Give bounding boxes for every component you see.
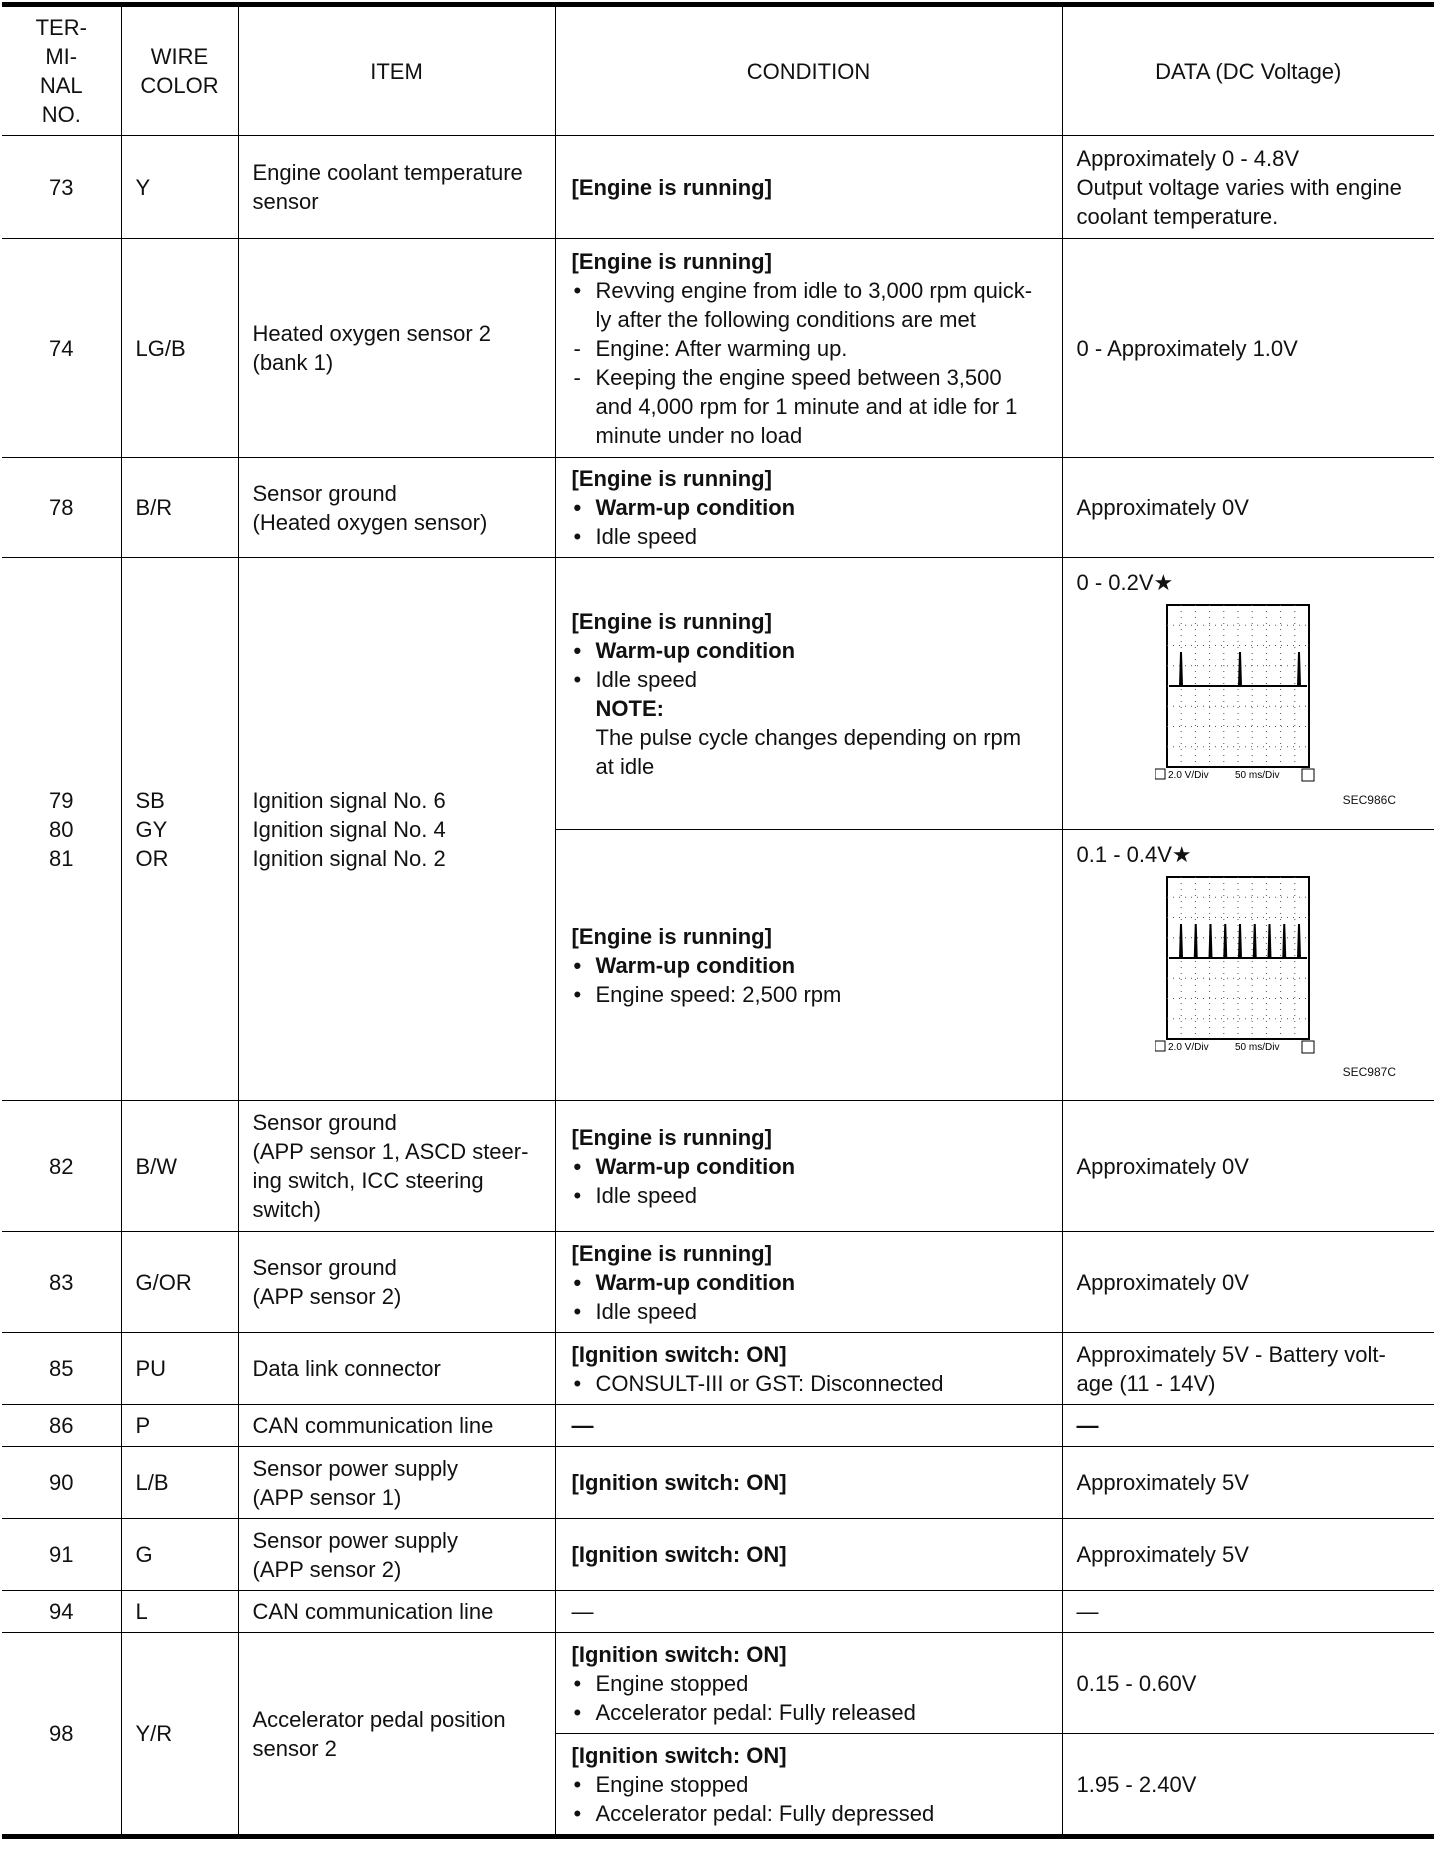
voltage-range: 0 - 0.2V bbox=[1076, 570, 1154, 595]
header-item: ITEM bbox=[238, 7, 555, 136]
bullet-mark: • bbox=[573, 1269, 582, 1295]
terminal-line: 80 bbox=[49, 816, 74, 842]
condition-text: Revving engine from idle to 3,000 rpm quick- bbox=[595, 277, 1033, 303]
data-line: Approximately 5V bbox=[1076, 1470, 1249, 1495]
condition-text: Engine stopped bbox=[595, 1771, 749, 1797]
condition-text: Idle speed bbox=[595, 524, 698, 549]
condition: — bbox=[555, 1405, 1062, 1447]
header-terminal-line: TER- bbox=[35, 15, 87, 40]
bullet-mark: • bbox=[573, 1370, 582, 1396]
condition-item bbox=[572, 1268, 1054, 1297]
data-value bbox=[1062, 136, 1434, 239]
bullet-mark: • bbox=[573, 1298, 582, 1324]
item bbox=[238, 458, 555, 558]
wire-line: OR bbox=[135, 845, 169, 871]
data-value bbox=[1062, 1447, 1434, 1519]
wire-color: L bbox=[121, 1591, 238, 1633]
header-row bbox=[2, 7, 1434, 136]
item bbox=[238, 239, 555, 458]
data-line: Approximately 0V bbox=[1076, 495, 1249, 520]
terminal-no: 90 bbox=[2, 1447, 121, 1519]
condition-item bbox=[572, 951, 1054, 980]
table-row bbox=[2, 558, 1434, 830]
condition-item bbox=[572, 493, 1054, 522]
condition bbox=[555, 558, 1062, 830]
wire-color: P bbox=[121, 1405, 238, 1447]
data-value bbox=[1062, 1101, 1434, 1232]
condition bbox=[555, 830, 1062, 1101]
note-text: The pulse cycle changes depending on rpm bbox=[595, 724, 1022, 750]
voltage-range: 0.1 - 0.4V bbox=[1076, 842, 1172, 867]
item-line: Ignition signal No. 2 bbox=[252, 845, 446, 871]
condition-text: and 4,000 rpm for 1 minute and at idle for 1 bbox=[595, 393, 1018, 419]
item-line: CAN communication line bbox=[252, 1599, 494, 1624]
item-line: Ignition signal No. 4 bbox=[252, 816, 446, 842]
terminal-no: 73 bbox=[2, 136, 121, 239]
dash-mark: - bbox=[573, 364, 581, 390]
item-line: (bank 1) bbox=[252, 350, 334, 375]
table-row bbox=[2, 1232, 1434, 1333]
condition-text: CONSULT-III or GST: Disconnected bbox=[595, 1370, 944, 1396]
wire-color: PU bbox=[121, 1333, 238, 1405]
table-row bbox=[2, 1405, 1434, 1447]
header-terminal-line: MI- bbox=[45, 44, 78, 69]
item-line: Sensor ground bbox=[252, 1110, 397, 1135]
table-row bbox=[2, 1633, 1434, 1734]
condition-item bbox=[572, 363, 1054, 392]
item-line: Sensor power supply bbox=[252, 1527, 458, 1553]
data-value: — bbox=[1062, 1591, 1434, 1633]
condition bbox=[555, 1633, 1062, 1734]
item-line: sensor bbox=[252, 189, 319, 214]
scope-volts-label: 2.0 V/Div bbox=[1167, 770, 1209, 781]
scope-time-label: 50 ms/Div bbox=[1234, 770, 1279, 781]
condition-text: ly after the following conditions are met bbox=[595, 306, 976, 332]
data-value bbox=[1062, 1519, 1434, 1591]
wire-color: Y/R bbox=[121, 1633, 238, 1835]
data-value bbox=[1062, 458, 1434, 558]
condition-text: Engine speed: 2,500 rpm bbox=[595, 981, 842, 1007]
bottom-rule bbox=[2, 1835, 1434, 1839]
condition bbox=[555, 1333, 1062, 1405]
condition-text: Warm-up condition bbox=[595, 495, 796, 520]
condition-item bbox=[572, 1369, 1054, 1398]
dash-mark: - bbox=[573, 335, 581, 361]
terminal-line: 79 bbox=[49, 787, 74, 813]
data-line: Output voltage varies with engine bbox=[1076, 174, 1402, 200]
condition bbox=[555, 1232, 1062, 1333]
condition-text: Warm-up condition bbox=[595, 1269, 796, 1295]
wire-color: Y bbox=[121, 136, 238, 239]
condition bbox=[555, 1447, 1062, 1519]
condition bbox=[555, 1734, 1062, 1835]
bullet-mark: • bbox=[573, 981, 582, 1007]
condition-title: [Ignition switch: ON] bbox=[571, 1742, 787, 1768]
bullet-mark: • bbox=[573, 637, 582, 663]
data-value: 1.95 - 2.40V bbox=[1062, 1734, 1434, 1835]
table-row bbox=[2, 1101, 1434, 1232]
item bbox=[238, 1591, 555, 1633]
data-value: 0.15 - 0.60V bbox=[1062, 1633, 1434, 1734]
item-line: CAN communication line bbox=[252, 1413, 494, 1438]
item bbox=[238, 1101, 555, 1232]
data-line: Approximately 0V bbox=[1076, 1153, 1249, 1179]
header-terminal-no bbox=[2, 7, 121, 136]
condition-text: Engine stopped bbox=[595, 1670, 749, 1696]
note-label: NOTE: bbox=[595, 695, 664, 721]
header-wire-line: COLOR bbox=[140, 73, 219, 98]
item bbox=[238, 1633, 555, 1835]
condition-title: [Engine is running] bbox=[571, 1124, 772, 1150]
item-line: Heated oxygen sensor 2 bbox=[252, 321, 491, 346]
terminal-no: 98 bbox=[2, 1633, 121, 1835]
condition: — bbox=[555, 1591, 1062, 1633]
table-row bbox=[2, 458, 1434, 558]
table-row bbox=[2, 136, 1434, 239]
wire-line: SB bbox=[135, 787, 165, 813]
terminal-no: 91 bbox=[2, 1519, 121, 1591]
scope-marker-icon bbox=[1155, 769, 1165, 779]
item-line: sensor 2 bbox=[252, 1735, 337, 1761]
wire-color: L/B bbox=[121, 1447, 238, 1519]
condition-text: Accelerator pedal: Fully released bbox=[595, 1699, 916, 1725]
data-line: Approximately 0 - 4.8V bbox=[1076, 145, 1300, 171]
item bbox=[238, 1447, 555, 1519]
header-data: DATA (DC Voltage) bbox=[1062, 7, 1434, 136]
item-line: Sensor power supply bbox=[252, 1455, 458, 1481]
item-line: (APP sensor 2) bbox=[252, 1284, 402, 1309]
item bbox=[238, 136, 555, 239]
condition-item bbox=[572, 1669, 1054, 1698]
condition-text: Warm-up condition bbox=[595, 637, 796, 663]
condition-item bbox=[572, 665, 1054, 694]
condition-item bbox=[572, 636, 1054, 665]
condition bbox=[555, 1519, 1062, 1591]
terminal-no: 74 bbox=[2, 239, 121, 458]
condition bbox=[555, 136, 1062, 239]
condition-text: Idle speed bbox=[595, 1298, 698, 1324]
table-row bbox=[2, 1519, 1434, 1591]
wire-color: B/R bbox=[121, 458, 238, 558]
condition-text: minute under no load bbox=[595, 422, 803, 448]
condition bbox=[555, 239, 1062, 458]
oscilloscope-waveform bbox=[1155, 603, 1315, 785]
condition-item bbox=[572, 1770, 1054, 1799]
note-text: at idle bbox=[595, 753, 655, 779]
figure-id: SEC986C bbox=[1342, 793, 1396, 807]
condition-item bbox=[572, 334, 1054, 363]
terminal-no: 78 bbox=[2, 458, 121, 558]
table-row bbox=[2, 1591, 1434, 1633]
table-row bbox=[2, 239, 1434, 458]
scope-corner-box bbox=[1302, 769, 1314, 781]
table-row bbox=[2, 1333, 1434, 1405]
header-terminal-line: NO. bbox=[41, 102, 81, 127]
wire-color: G/OR bbox=[121, 1232, 238, 1333]
item bbox=[238, 1519, 555, 1591]
condition-title: [Engine is running] bbox=[571, 923, 772, 949]
condition-title: [Engine is running] bbox=[571, 248, 772, 274]
oscilloscope-waveform bbox=[1155, 875, 1315, 1057]
bullet-mark: • bbox=[573, 1153, 582, 1179]
data-value: — bbox=[1062, 1405, 1434, 1447]
condition bbox=[555, 1101, 1062, 1232]
condition bbox=[555, 458, 1062, 558]
data-value bbox=[1062, 239, 1434, 458]
ecm-terminal-table bbox=[2, 6, 1434, 1835]
condition-text: Idle speed bbox=[595, 1182, 698, 1208]
terminal-no: 85 bbox=[2, 1333, 121, 1405]
item-line: ing switch, ICC steering bbox=[252, 1168, 484, 1193]
condition-item bbox=[572, 1297, 1054, 1326]
item-line: (APP sensor 2) bbox=[252, 1556, 402, 1582]
condition-title: [Engine is running] bbox=[571, 466, 772, 491]
condition-text: Accelerator pedal: Fully depressed bbox=[595, 1800, 935, 1826]
condition-title: [Ignition switch: ON] bbox=[571, 1341, 787, 1367]
bullet-mark: • bbox=[573, 1670, 582, 1696]
figure-id: SEC987C bbox=[1342, 1065, 1396, 1079]
star-icon: ★ bbox=[1153, 570, 1174, 595]
bullet-mark: • bbox=[573, 952, 582, 978]
data-line bbox=[1077, 840, 1427, 869]
header-wire-line: WIRE bbox=[150, 44, 209, 69]
wire-color bbox=[121, 558, 238, 1101]
data-line: coolant temperature. bbox=[1076, 203, 1279, 229]
header-condition: CONDITION bbox=[555, 7, 1062, 136]
item-line: (APP sensor 1, ASCD steer- bbox=[252, 1139, 529, 1164]
bullet-mark: • bbox=[573, 1182, 582, 1208]
item-line: Sensor ground bbox=[252, 480, 397, 506]
data-line bbox=[1077, 568, 1427, 597]
wire-line: GY bbox=[135, 816, 168, 842]
item-line: Accelerator pedal position bbox=[252, 1706, 506, 1732]
condition-item bbox=[572, 1181, 1054, 1210]
bullet-mark: • bbox=[573, 524, 582, 549]
data-value bbox=[1062, 830, 1434, 1101]
item bbox=[238, 558, 555, 1101]
condition-text: Idle speed bbox=[595, 666, 698, 692]
data-line: Approximately 0V bbox=[1076, 1269, 1249, 1295]
condition-text: Warm-up condition bbox=[595, 1153, 796, 1179]
data-value bbox=[1062, 1232, 1434, 1333]
terminal-no bbox=[2, 558, 121, 1101]
condition-text: Engine: After warming up. bbox=[595, 335, 848, 361]
item-line: Engine coolant temperature bbox=[252, 160, 523, 185]
condition-text: Keeping the engine speed between 3,500 bbox=[595, 364, 1002, 390]
condition-item bbox=[572, 980, 1054, 1009]
condition-title: [Engine is running] bbox=[571, 174, 772, 200]
wire-color: G bbox=[121, 1519, 238, 1591]
condition-item bbox=[572, 1698, 1054, 1727]
condition-item bbox=[572, 276, 1054, 305]
scope-volts-label: 2.0 V/Div bbox=[1167, 1042, 1209, 1053]
condition-item bbox=[572, 522, 1054, 551]
condition-title: [Ignition switch: ON] bbox=[571, 1470, 787, 1495]
item bbox=[238, 1405, 555, 1447]
condition-title: [Ignition switch: ON] bbox=[571, 1542, 787, 1567]
scope-corner-box bbox=[1302, 1041, 1314, 1053]
condition-text: Warm-up condition bbox=[595, 952, 796, 978]
item bbox=[238, 1232, 555, 1333]
wire-color: LG/B bbox=[121, 239, 238, 458]
bullet-mark: • bbox=[573, 1771, 582, 1797]
data-line: Approximately 5V bbox=[1076, 1542, 1249, 1567]
item-line: (Heated oxygen sensor) bbox=[252, 509, 488, 535]
condition-item bbox=[572, 1799, 1054, 1828]
terminal-line: 81 bbox=[49, 845, 74, 871]
item bbox=[238, 1333, 555, 1405]
data-value bbox=[1062, 1333, 1434, 1405]
condition-title: [Ignition switch: ON] bbox=[571, 1641, 787, 1667]
data-line: Approximately 5V - Battery volt- bbox=[1076, 1341, 1386, 1367]
condition-title: [Engine is running] bbox=[571, 608, 772, 634]
header-wire-color bbox=[121, 7, 238, 136]
scope-marker-icon bbox=[1155, 1041, 1165, 1051]
item-line: Data link connector bbox=[252, 1356, 441, 1381]
data-line: age (11 - 14V) bbox=[1076, 1370, 1216, 1396]
bullet-mark: • bbox=[573, 1800, 582, 1826]
item-line: Ignition signal No. 6 bbox=[252, 787, 446, 813]
item-line: switch) bbox=[252, 1197, 321, 1222]
terminal-no: 94 bbox=[2, 1591, 121, 1633]
item-line: Sensor ground bbox=[252, 1255, 397, 1280]
data-value bbox=[1062, 558, 1434, 830]
bullet-mark: • bbox=[573, 495, 582, 520]
table-row bbox=[2, 1447, 1434, 1519]
terminal-no: 82 bbox=[2, 1101, 121, 1232]
terminal-no: 83 bbox=[2, 1232, 121, 1333]
bullet-mark: • bbox=[573, 1699, 582, 1725]
header-terminal-line: NAL bbox=[39, 73, 83, 98]
condition-title: [Engine is running] bbox=[571, 1240, 772, 1266]
item-line: (APP sensor 1) bbox=[252, 1484, 402, 1510]
wire-color: B/W bbox=[121, 1101, 238, 1232]
star-icon: ★ bbox=[1171, 842, 1192, 867]
terminal-no: 86 bbox=[2, 1405, 121, 1447]
bullet-mark: • bbox=[573, 277, 582, 303]
bullet-mark: • bbox=[573, 666, 582, 692]
data-line: 0 - Approximately 1.0V bbox=[1076, 335, 1298, 361]
condition-item bbox=[572, 1152, 1054, 1181]
scope-time-label: 50 ms/Div bbox=[1234, 1042, 1279, 1053]
